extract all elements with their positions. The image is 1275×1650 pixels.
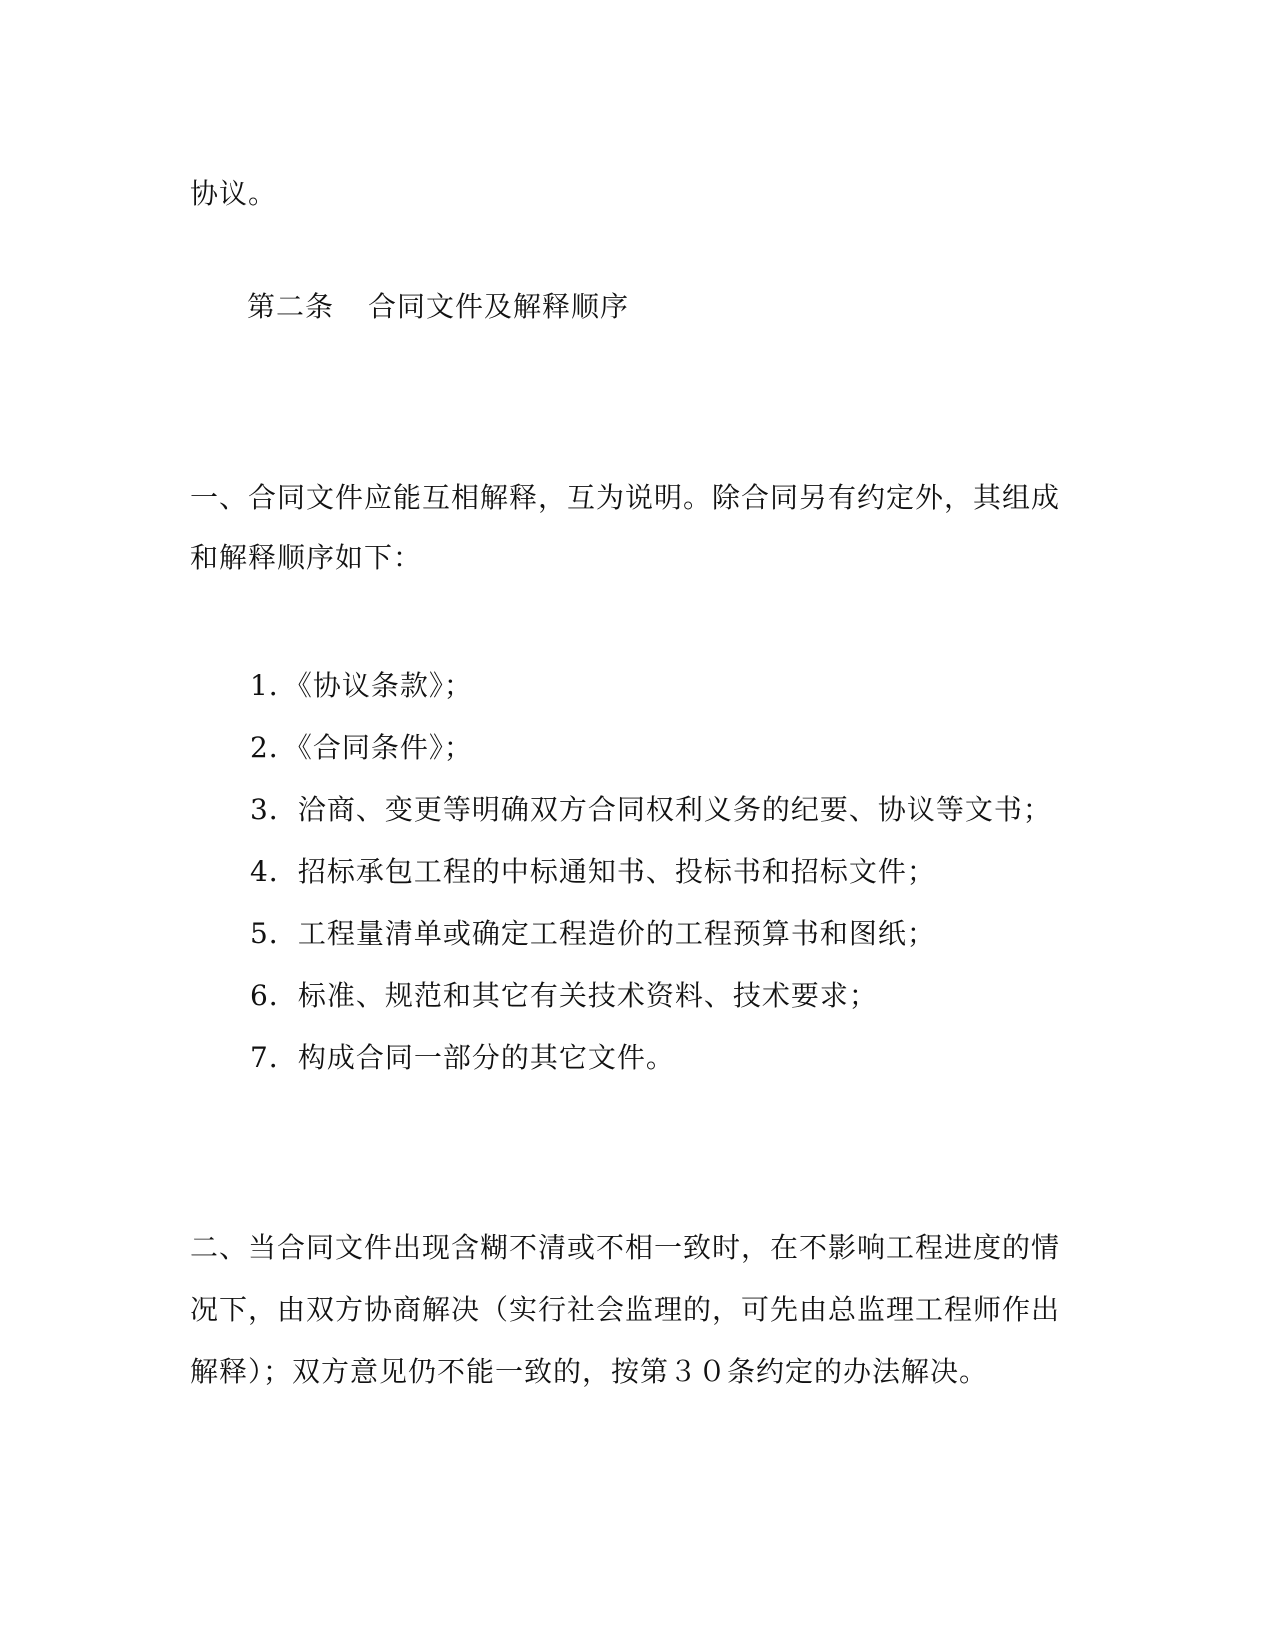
article-number: 第二条 [247, 290, 335, 323]
continuation-text: 协议。 [190, 177, 278, 210]
article-heading [247, 287, 629, 327]
list-item: 4．招标承包工程的中标通知书、投标书和招标文件； [250, 855, 936, 888]
section1-line2: 和解释顺序如下： [190, 541, 423, 574]
section2-line1: 二、当合同文件出现含糊不清或不相一致时，在不影响工程进度的情 [190, 1231, 1061, 1264]
list-item: 2．《合同条件》； [250, 731, 473, 764]
section2-line2: 况下，由双方协商解决（实行社会监理的，可先由总监理工程师作出 [190, 1293, 1061, 1326]
section2-line3: 解释）；双方意见仍不能一致的，按第３０条约定的办法解决。 [190, 1355, 989, 1388]
list-item: 3．洽商、变更等明确双方合同权利义务的纪要、协议等文书； [250, 793, 1052, 826]
section1-line1: 一、合同文件应能互相解释，互为说明。除合同另有约定外，其组成 [190, 481, 1061, 514]
list-item: 6．标准、规范和其它有关技术资料、技术要求； [250, 979, 878, 1012]
list-item: 1．《协议条款》； [250, 669, 473, 702]
list-item: 5．工程量清单或确定工程造价的工程预算书和图纸； [250, 917, 936, 950]
list-item: 7．构成合同一部分的其它文件。 [250, 1041, 675, 1074]
article-title: 合同文件及解释顺序 [368, 290, 630, 323]
